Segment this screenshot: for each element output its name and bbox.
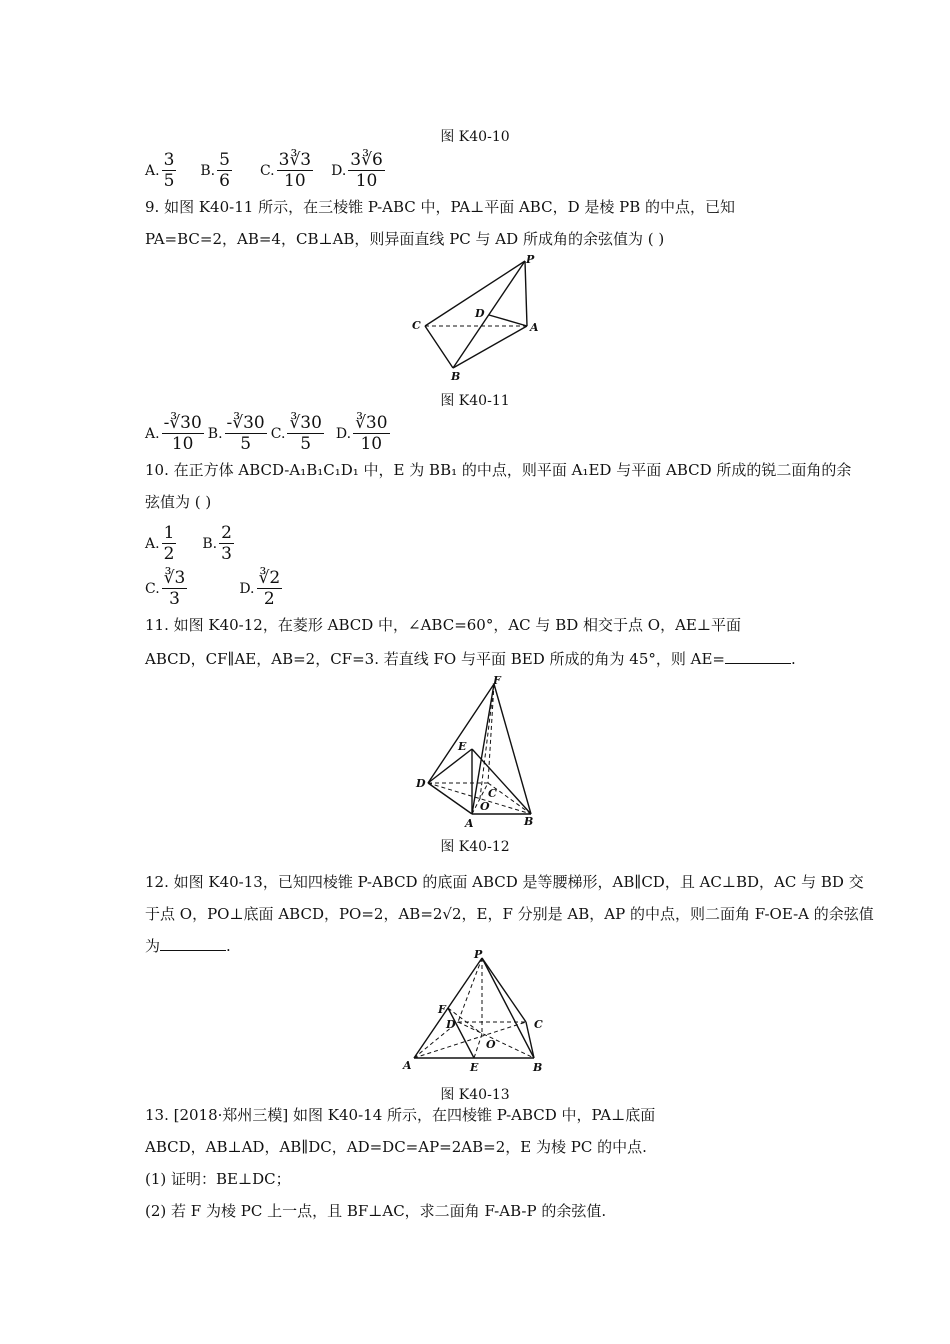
label-e: E [470, 1061, 479, 1074]
label-c: C [412, 319, 421, 332]
label-o: O [486, 1038, 496, 1051]
label-p: P [526, 253, 535, 266]
figure-caption-k40-10: 图 K40-10 [440, 129, 510, 145]
label-b: B [451, 370, 461, 383]
figure-caption-k40-11: 图 K40-11 [440, 393, 510, 409]
q8-options [145, 150, 403, 191]
label-o: O [480, 800, 490, 813]
q11-answer-blank[interactable] [725, 649, 791, 664]
q9-text-line1: 9. 如图 K40-11 所示，在三棱锥 P-ABC 中，PA⊥平面 ABC，D 是棱 PB 的中点，已知 [145, 198, 736, 216]
q10-option-d[interactable]: D. $\frac{∛2}{2}$ [239, 568, 281, 609]
q10-text-line2: 弦值为 ( ) [145, 493, 212, 511]
q10-option-b[interactable]: B. $\frac{2}{3}$ [202, 523, 232, 564]
q8-option-d[interactable]: D. $\frac{3∛6}{10}$ [331, 150, 383, 191]
label-f: F [493, 674, 501, 687]
q9-option-b[interactable]: B. $\frac{-∛30}{5}$ [207, 413, 265, 454]
q11-text-line1: 11. 如图 K40-12，在菱形 ABCD 中，∠ABC=60°，AC 与 BD 相交于点 O，AE⊥平面 [145, 616, 741, 634]
q12-answer-blank[interactable] [160, 936, 226, 951]
q8-option-b[interactable]: B. $\frac{5}{6}$ [200, 150, 230, 191]
q13-text-line2: ABCD，AB⊥AD，AB∥DC，AD=DC=AP=2AB=2，E 为棱 PC 的中点. [145, 1138, 647, 1156]
label-p: P [474, 948, 483, 961]
q13-text-line1: 13. [2018·郑州三模] 如图 K40-14 所示，在四棱锥 P-ABCD 中，PA⊥底面 [145, 1106, 656, 1124]
label-a: A [530, 321, 539, 334]
q8-option-a[interactable]: A. $\frac{3}{5}$ [145, 150, 175, 191]
edge-cb [526, 1022, 534, 1058]
q12-text-line2: 于点 O，PO⊥底面 ABCD，PO=2，AB=2√2，E，F 分别是 AB，AP 的中点，则二面角 F-OE-A 的余弦值 [145, 905, 874, 923]
figure-caption-k40-13: 图 K40-13 [440, 1087, 510, 1103]
label-c: C [534, 1018, 543, 1031]
figure-caption-k40-12: 图 K40-12 [440, 839, 510, 855]
edge-pc [482, 958, 526, 1022]
edge-pa [525, 261, 527, 326]
label-e: E [458, 740, 467, 753]
edge-pb [453, 261, 525, 368]
q13-part2: (2) 若 F 为棱 PC 上一点，且 BF⊥AC，求二面角 F-AB-P 的余弦值. [145, 1202, 607, 1220]
q10-options-row1 [145, 523, 252, 564]
q12-text-line1: 12. 如图 K40-13，已知四棱锥 P-ABCD 的底面 ABCD 是等腰梯形，AB∥CD，且 AC⊥BD，AC 与 BD 交 [145, 873, 864, 891]
segment-oe-hidden [474, 1034, 482, 1058]
q10-option-c[interactable]: C. $\frac{∛3}{3}$ [145, 568, 186, 609]
label-b: B [524, 815, 534, 828]
q8-option-c[interactable]: C. $\frac{3∛3}{10}$ [259, 150, 312, 191]
q12-text-line3: 为 . [145, 937, 231, 955]
edge-pd-hidden [458, 958, 482, 1022]
q9-option-c[interactable]: C. $\frac{∛30}{5}$ [270, 413, 322, 454]
label-d: D [446, 1018, 456, 1031]
edge-da [428, 783, 472, 814]
q10-text-line1: 10. 在正方体 ABCD-A₁B₁C₁D₁ 中，E 为 BB₁ 的中点，则平面 A₁ED 与平面 ABCD 所成的锐二面角的余 [145, 461, 852, 479]
figure-k40-11 [400, 255, 560, 385]
segment-fe [448, 1008, 474, 1058]
q13-part1: (1) 证明：BE⊥DC； [145, 1170, 291, 1188]
q9-text-line2: PA=BC=2，AB=4，CB⊥AB，则异面直线 PC 与 AD 所成角的余弦值为 ( ) [145, 230, 665, 248]
q9-options [145, 413, 408, 454]
label-a: A [465, 817, 474, 830]
label-c: C [488, 787, 497, 800]
q11-text-line2: ABCD，CF∥AE，AB=2，CF=3. 若直线 FO 与平面 BED 所成的角为 45°，则 AE= . [145, 650, 796, 668]
figure-k40-12 [410, 672, 560, 832]
diagonal-ac-hidden [414, 1022, 526, 1058]
figure-k40-13 [398, 948, 558, 1078]
label-a: A [403, 1059, 412, 1072]
edge-ba [453, 326, 527, 368]
label-d: D [416, 777, 426, 790]
label-f: F [438, 1003, 446, 1016]
q9-option-d[interactable]: D. $\frac{∛30}{10}$ [335, 413, 388, 454]
label-b: B [533, 1061, 543, 1074]
edge-ed [428, 749, 472, 783]
label-d: D [475, 307, 485, 320]
edge-cb [425, 326, 453, 368]
q9-option-a[interactable]: A. $\frac{-∛30}{10}$ [145, 413, 202, 454]
q10-option-a[interactable]: A. $\frac{1}{2}$ [145, 523, 175, 564]
segment-da [489, 315, 527, 326]
q10-options-row2 [145, 568, 300, 609]
